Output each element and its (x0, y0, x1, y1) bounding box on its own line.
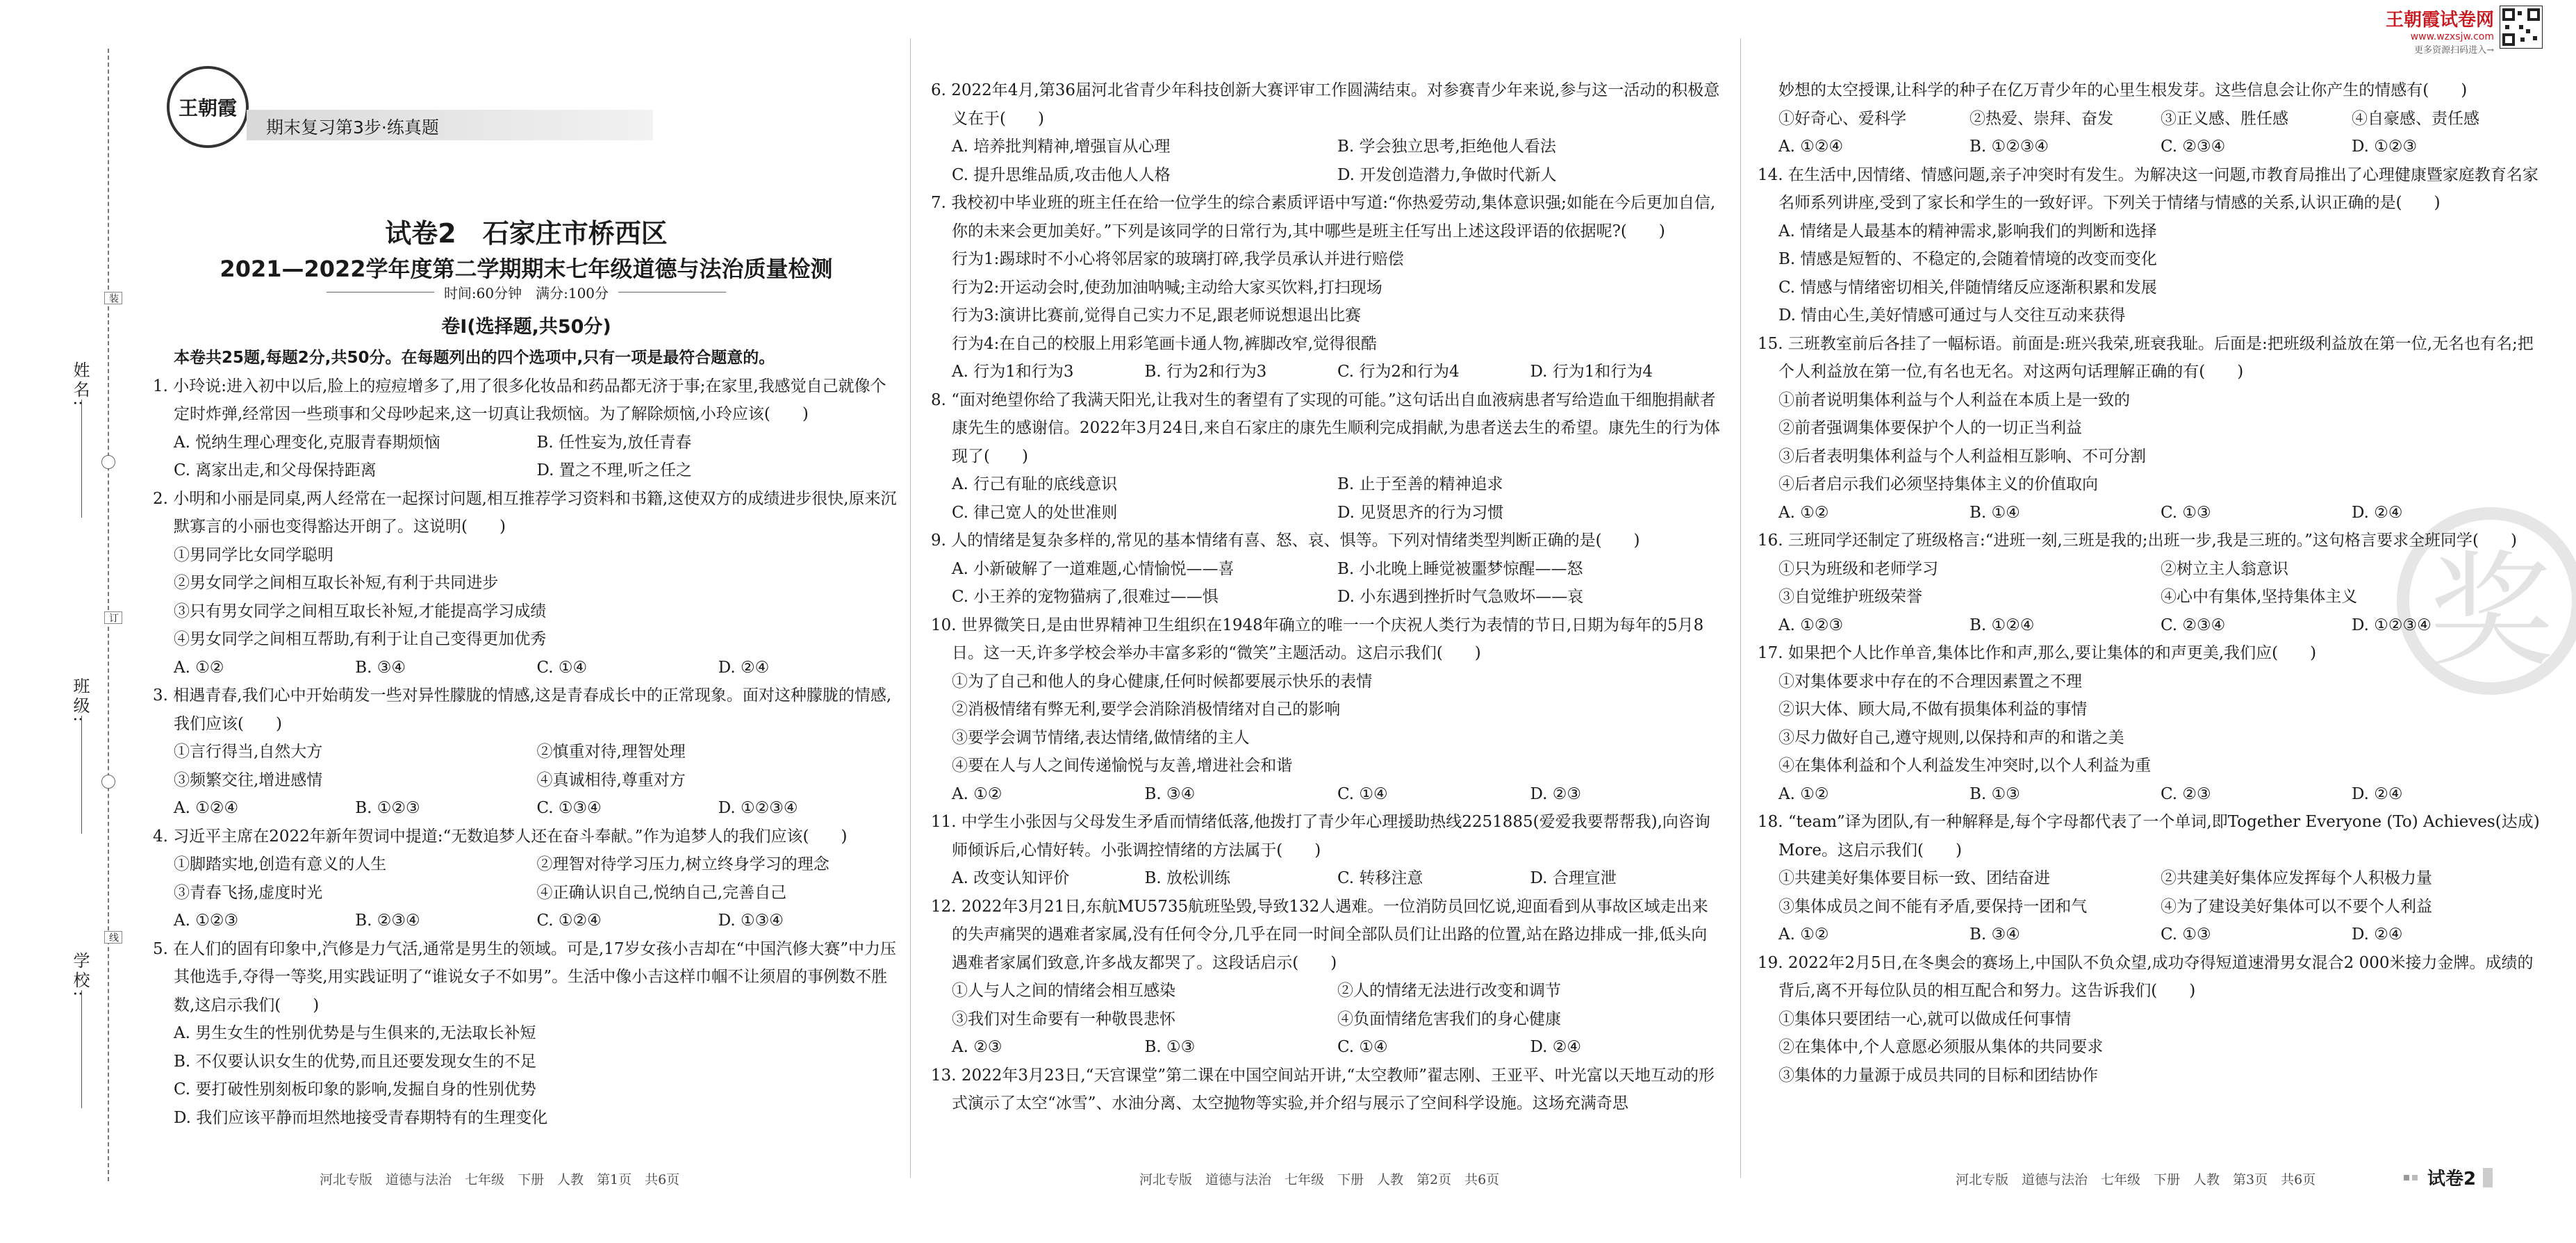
option: D. ②④ (2352, 925, 2403, 944)
class-label: 班级: (70, 677, 90, 725)
tag-dots-icon (2404, 1175, 2409, 1180)
page-2 (931, 0, 1723, 1243)
statement: ③尽力做好自己,遵守规则,以保持和声的和谐之美 (1778, 728, 2124, 747)
bind-mark-xian: 线 (104, 931, 122, 944)
statement: ③集体的力量源于成员共同的目标和团结协作 (1778, 1066, 2098, 1085)
option: D. 置之不理,听之任之 (536, 461, 693, 479)
option: A. ①②③ (1778, 616, 1844, 634)
q9-options (931, 583, 1723, 611)
option: B. ③④ (1144, 784, 1196, 803)
paper-tag-label: 试卷2 (2427, 1169, 2477, 1190)
q1-options (153, 429, 900, 457)
statement: ②男女同学之间相互取长补短,有利于共同进步 (174, 574, 499, 592)
q9-options (931, 555, 1723, 584)
option: D. 开发创造潜力,争做时代新人 (1337, 165, 1557, 184)
option: B. 小北晚上睡觉被噩梦惊醒——怒 (1337, 559, 1583, 578)
statement: ③正义感、胜任感 (2161, 109, 2288, 128)
statement: ②识大体、顾大局,不做有损集体利益的事情 (1778, 700, 2088, 718)
q8-options (931, 499, 1723, 527)
option: D. ②③ (1530, 784, 1581, 803)
option: A. ①② (1778, 503, 1829, 522)
page-1-body (153, 344, 900, 1132)
statement: 行为3:演讲比赛前,觉得自己实力不足,跟老师说想退出比赛 (952, 306, 1362, 324)
name-underline (81, 400, 82, 518)
option: A. ①② (1778, 925, 1829, 944)
statement: 行为1:踢球时不小心将邻居家的玻璃打碎,我学员承认并进行赔偿 (952, 250, 1404, 268)
q16-options (1758, 611, 2543, 640)
brand-slogan: 更多资源扫码进入→ (2414, 45, 2494, 56)
option: A. 改变认知评价 (952, 869, 1070, 887)
page-footer: 河北专版 道德与法治 七年级 下册 人教 第3页 共6页 (1956, 1172, 2316, 1187)
statement: ②热爱、崇拜、奋发 (1970, 109, 2113, 128)
option: D. 行为1和行为4 (1530, 363, 1653, 381)
option: D. 见贤思齐的行为习惯 (1337, 503, 1504, 522)
option: C. ①③ (2161, 925, 2211, 944)
brand-url: www.wzxsjw.com (2410, 31, 2494, 42)
brand-name: 王朝霞试卷网 (2385, 10, 2494, 31)
statement: ④负面情绪危害我们的身心健康 (1337, 1010, 1561, 1028)
q12-options (931, 1033, 1723, 1062)
statement: ②前者强调集体要保护个人的一切正当利益 (1778, 419, 2082, 437)
logo-badge (167, 66, 249, 148)
option: A. 行己有耻的底线意识 (952, 475, 1118, 493)
brand-block (2376, 6, 2494, 56)
statement: ④自豪感、责任感 (2352, 109, 2479, 128)
statement: ②共建美好集体应发挥每个人积极力量 (2161, 869, 2432, 887)
option: A. ①② (952, 784, 1002, 803)
option: D. 小东遇到挫折时气急败坏——哀 (1337, 588, 1584, 606)
tag-bar (2483, 1168, 2493, 1187)
option: B. 止于至善的精神追求 (1337, 475, 1503, 493)
option: C. 要打破性别刻板印象的影响,发掘自身的性别优势 (174, 1080, 536, 1098)
section-note: 本卷共25题,每题2分,共50分。在每题列出的四个选项中,只有一项是最符合题意的。 (174, 349, 775, 367)
question-16: 16. 三班同学还制定了班级格言:“进班一刻,三班是我的;出班一步,我是三班的。”这句格言要求全班同学( ) (1758, 532, 2517, 550)
option: D. ②④ (1530, 1038, 1581, 1056)
statement: ②树立主人翁意识 (2161, 559, 2288, 578)
question-7: 7. 我校初中毕业班的班主任在给一位学生的综合素质评语中写道:“你热爱劳动,集体意识强;如能在今后更加自信,你的未来会更加美好。”下列是该同学的日常行为,其中哪些是班主任写出上述这段评语的依据呢?( ) (931, 194, 1716, 240)
q17-options (1758, 780, 2543, 809)
option: A. 小新破解了一道难题,心情愉悦——喜 (952, 559, 1235, 578)
option: C. 情感与情绪密切相关,伴随情绪反应逐渐积累和发展 (1778, 278, 2157, 297)
statement: ②慎重对待,理智处理 (536, 743, 686, 761)
punch-hole (101, 775, 115, 789)
q4-options (153, 907, 900, 935)
option: A. 培养批判精神,增强盲从心理 (952, 138, 1171, 156)
option: A. ①②④ (174, 799, 239, 817)
q3-statements (153, 738, 900, 766)
q7-options (931, 358, 1723, 386)
option: B. 放松训练 (1144, 869, 1231, 887)
question-14: 14. 在生活中,因情绪、情感问题,亲子冲突时有发生。为解决这一问题,市教育局推出了心理健康暨家庭教育名家名师系列讲座,受到了家长和学生的一致好评。下列关于情绪与情感的关系,认识正确的是( ) (1758, 165, 2538, 212)
page-3-body (1758, 76, 2543, 1089)
statement: ①为了自己和他人的身心健康,任何时候都要展示快乐的表情 (952, 672, 1373, 691)
q13-statements (1758, 105, 2543, 133)
option: A. ①②④ (1778, 138, 1844, 156)
statement: ④真诚相待,尊重对方 (536, 771, 686, 789)
option: B. 情感是短暂的、不稳定的,会随着情境的改变而变化 (1778, 250, 2157, 268)
statement: ③集体成员之间不能有矛盾,要保持一团和气 (1778, 897, 2088, 916)
q4-statements (153, 850, 900, 879)
statement: ③青春飞扬,虚度时光 (174, 883, 323, 902)
q1-options (153, 456, 900, 485)
q13-options (1758, 133, 2543, 161)
bind-mark-zhuang: 装 (104, 292, 122, 304)
statement: ②人的情绪无法进行改变和调节 (1337, 982, 1561, 1000)
option: B. ①②③④ (1970, 138, 2049, 156)
punch-hole (101, 455, 115, 469)
statement: ①好奇心、爱科学 (1778, 109, 1906, 128)
statement: ③只有男女同学之间相互取长补短,才能提高学习成绩 (174, 602, 547, 620)
option: C. ①④ (536, 658, 588, 677)
statement: ③后者表明集体利益与个人利益相互影响、不可分割 (1778, 447, 2146, 466)
option: B. ①④ (1970, 503, 2020, 522)
option: B. ②③④ (355, 912, 420, 930)
question-8: 8. “面对绝望你给了我满天阳光,让我对生的奢望有了实现的可能。”这句话出自血液病患者写给造血干细胞捐献者康先生的感谢信。2022年3月24日,来自石家庄的康先生顺利完成捐献,为患者送去生的希望。康先生的行为体现了( ) (931, 390, 1721, 466)
option: A. 情绪是人最基本的精神需求,影响我们的判断和选择 (1778, 222, 2157, 240)
option: B. 行为2和行为3 (1144, 363, 1267, 381)
option: C. ①②④ (536, 912, 602, 930)
question-3: 3. 相遇青春,我们心中开始萌发一些对异性朦胧的情感,这是青春成长中的正常现象。面对这种朦胧的情感,我们应该( ) (153, 686, 892, 733)
statement: ①人与人之间的情绪会相互感染 (952, 982, 1175, 1000)
option: D. ①③④ (718, 912, 784, 930)
statement: ①脚踏实地,创造有意义的人生 (174, 855, 387, 873)
statement: ②在集体中,个人意愿必须服从集体的共同要求 (1778, 1038, 2104, 1056)
option: A. ①②③ (174, 912, 239, 930)
q12-statements (931, 1005, 1723, 1034)
option: B. ③④ (1970, 925, 2020, 944)
time-row (153, 282, 900, 302)
q10-options (931, 780, 1723, 809)
statement: ①对集体要求中存在的不合理因素置之不理 (1778, 672, 2082, 691)
paper-title: 试卷2 石家庄市桥西区 (385, 218, 668, 249)
question-13-continued: 妙想的太空授课,让科学的种子在亿万青少年的心里生根发芽。这些信息会让你产生的情感有( ) (1778, 81, 2468, 99)
option: C. 转移注意 (1337, 869, 1423, 887)
logo-text: 王朝霞 (178, 97, 237, 120)
option: B. ①②④ (1970, 616, 2035, 634)
option: C. 提升思维品质,攻击他人人格 (952, 165, 1171, 184)
option: D. ①②③ (2352, 138, 2418, 156)
option: D. ②④ (718, 658, 770, 677)
question-2: 2. 小明和小丽是同桌,两人经常在一起探讨问题,相互推荐学习资料和书籍,这使双方的成绩进步很快,原来沉默寡言的小丽也变得豁达开朗了。这说明( ) (153, 489, 897, 536)
option: A. 行为1和行为3 (952, 363, 1074, 381)
option: B. ①③ (1144, 1038, 1196, 1056)
q15-options (1758, 499, 2543, 527)
q12-statements (931, 977, 1723, 1005)
q2-options (153, 654, 900, 682)
option: D. 情由心生,美好情感可通过与人交往互动来获得 (1778, 306, 2126, 324)
question-12: 12. 2022年3月21日,东航MU5735航班坠毁,导致132人遇难。一位消防员回忆说,迎面看到从事故区域走出来的失声痛哭的遇难者家属,没有任何令分,几乎在同一时间全部队员们让出路的位置,站在路边排成一排,低头向遇难者家属们致意,许多战友都哭了。这段话启示( ) (931, 897, 1708, 972)
option: C. 行为2和行为4 (1337, 363, 1460, 381)
option: C. ①④ (1337, 784, 1388, 803)
option: B. ③④ (355, 658, 406, 677)
q6-options (931, 133, 1723, 161)
statement: 行为2:开运动会时,使劲加油呐喊;主动给大家买饮料,打扫现场 (952, 278, 1382, 297)
q18-statements (1758, 893, 2543, 921)
page-1 (153, 0, 900, 1243)
q8-options (931, 470, 1723, 499)
question-6: 6. 2022年4月,第36届河北省青少年科技创新大赛评审工作圆满结束。对参赛青少年来说,参与这一活动的积极意义在于( ) (931, 81, 1720, 128)
option: A. 男生女生的性别优势是与生俱来的,无法取长补短 (174, 1024, 536, 1042)
option: B. 任性妄为,放任青春 (536, 433, 692, 452)
statement: ①言行得当,自然大方 (174, 743, 323, 761)
bind-mark-ding: 订 (104, 611, 122, 624)
paper-subtitle: 2021—2022学年度第二学期期末七年级道德与法治质量检测 (220, 256, 833, 282)
option: C. ②③④ (2161, 138, 2226, 156)
statement: ④在集体利益和个人利益发生冲突时,以个人利益为重 (1778, 757, 2152, 775)
banner-text: 期末复习第3步·练真题 (266, 117, 439, 138)
question-18: 18. “team”译为团队,有一种解释是,每个字母都代表了一个单词,即Together Everyone (To) Achieves(达成) More。这启示我们( ) (1758, 813, 2540, 859)
option: D. ②④ (2352, 784, 2403, 803)
q18-statements (1758, 864, 2543, 893)
option: C. ②③ (2161, 784, 2211, 803)
name-label: 姓名: (70, 361, 90, 409)
question-13: 13. 2022年3月23日,“天宫课堂”第二课在中国空间站开讲,“太空教师”翟志刚、王亚平、叶光富以天地互动的形式演示了太空“冰雪”、水油分离、太空抛物等实验,并介绍与展示了空间科学设施。这场充满奇思 (931, 1066, 1715, 1112)
option: D. ②④ (2352, 503, 2403, 522)
column-divider (1740, 38, 1741, 1178)
q3-options (153, 794, 900, 823)
q3-statements (153, 766, 900, 795)
option: C. ①③④ (536, 799, 602, 817)
option: A. 悦纳生理心理变化,克服青春期烦恼 (174, 433, 440, 452)
statement: ④男女同学之间相互帮助,有利于让自己变得更加优秀 (174, 630, 547, 648)
statement: ②消极情绪有弊无利,要学会消除消极情绪对自己的影响 (952, 700, 1341, 718)
statement: ③频繁交往,增进感情 (174, 771, 323, 789)
question-5: 5. 在人们的固有印象中,汽修是力气活,通常是男生的领域。可是,17岁女孩小吉却在“中国汽修大赛”中力压其他选手,夺得一等奖,用实践证明了“谁说女子不如男”。生活中像小吉这样巾帼不让须眉的事例数不胜数,这启示我们( ) (153, 939, 896, 1014)
time-info: 时间:60分钟 满分:100分 (434, 285, 618, 302)
statement: ④心中有集体,坚持集体主义 (2161, 588, 2358, 606)
option: C. ②③④ (2161, 616, 2226, 634)
option: B. 学会独立思考,拒绝他人看法 (1337, 138, 1556, 156)
option: C. 小王养的宠物猫病了,很难过——惧 (952, 588, 1219, 606)
statement: ④为了建设美好集体可以不要个人利益 (2161, 897, 2432, 916)
option: D. ①②③④ (718, 799, 798, 817)
school-label: 学校: (70, 952, 90, 1000)
option: D. 我们应该平静而坦然地接受青春期特有的生理变化 (174, 1108, 548, 1127)
statement: ④正确认识自己,悦纳自己,完善自己 (536, 883, 787, 902)
class-underline (81, 716, 82, 834)
school-underline (81, 990, 82, 1108)
watermark-char: 奖 (2427, 539, 2553, 684)
page-footer: 河北专版 道德与法治 七年级 下册 人教 第1页 共6页 (320, 1172, 680, 1187)
statement: ①集体只要团结一心,就可以做成任何事情 (1778, 1010, 2072, 1028)
option: C. 律己宽人的处世准则 (952, 503, 1118, 522)
page-2-body (931, 76, 1723, 1118)
option: D. 合理宣泄 (1530, 869, 1617, 887)
q18-options (1758, 921, 2543, 949)
page-3 (1758, 0, 2557, 1243)
option: B. 不仅要认识女生的优势,而且还要发现女生的不足 (174, 1052, 536, 1071)
option: C. 离家出走,和父母保持距离 (174, 461, 377, 479)
option: C. ①③ (2161, 503, 2211, 522)
question-19: 19. 2022年2月5日,在冬奥会的赛场上,中国队不负众望,成功夺得短道速滑男女混合2 000米接力金牌。成绩的背后,离不开每位队员的相互配合和努力。这告诉我们( ) (1758, 953, 2534, 1000)
statement: ①只为班级和老师学习 (1778, 559, 1938, 578)
paper-tag (2404, 1164, 2493, 1190)
option: C. ①④ (1337, 1038, 1388, 1056)
banner (247, 110, 653, 140)
question-11: 11. 中学生小张因与父母发生矛盾而情绪低落,他拨打了青少年心理援助热线2251885(爱爱我要帮帮我),向咨询师倾诉后,心情好转。小张调控情绪的方法属于( ) (931, 813, 1710, 859)
question-4: 4. 习近平主席在2022年新年贺词中提道:“无数追梦人还在奋斗奉献。”作为追梦人的我们应该( ) (153, 827, 848, 846)
statement: ③自觉维护班级荣誉 (1778, 588, 1922, 606)
statement: ①共建美好集体要目标一致、团结奋进 (1778, 869, 2050, 887)
tag-dots-icon (2412, 1175, 2418, 1180)
question-17: 17. 如果把个人比作单音,集体比作和声,那么,要让集体的和声更美,我们应( ) (1758, 644, 2317, 662)
option: A. ①② (174, 658, 224, 677)
section-title: 卷Ⅰ(选择题,共50分) (441, 316, 611, 338)
statement: ③要学会调节情绪,表达情绪,做情绪的主人 (952, 728, 1250, 747)
qr-code-icon[interactable] (2500, 6, 2543, 49)
column-divider (910, 38, 911, 1178)
q6-options (931, 161, 1723, 190)
option: B. ①②③ (355, 799, 420, 817)
q16-statements (1758, 583, 2543, 611)
q11-options (931, 864, 1723, 893)
statement: ②理智对待学习压力,树立终身学习的理念 (536, 855, 829, 873)
option: D. ①②③④ (2352, 616, 2431, 634)
question-9: 9. 人的情绪是复杂多样的,常见的基本情绪有喜、怒、哀、惧等。下列对情绪类型判断正确的是( ) (931, 532, 1640, 550)
question-10: 10. 世界微笑日,是由世界精神卫生组织在1948年确立的唯一一个庆祝人类行为表情的节日,日期为每年的5月8日。这一天,许多学校会举办丰富多彩的“微笑”主题活动。这启示我们( ) (931, 616, 1704, 662)
statement: 行为4:在自己的校服上用彩笔画卡通人物,裤脚改窄,觉得很酷 (952, 334, 1378, 353)
statement: ①前者说明集体利益与个人利益在本质上是一致的 (1778, 390, 2130, 409)
q16-statements (1758, 555, 2543, 584)
question-15: 15. 三班教室前后各挂了一幅标语。前面是:班兴我荣,班衰我耻。后面是:把班级利益放在第一位,无名也有名;把个人利益放在第一位,有名也无名。对这两句话理解正确的有( ) (1758, 334, 2534, 381)
statement: ④后者启示我们必须坚持集体主义的价值取向 (1778, 475, 2098, 493)
page-footer: 河北专版 道德与法治 七年级 下册 人教 第2页 共6页 (1139, 1172, 1500, 1187)
statement: ①男同学比女同学聪明 (174, 545, 333, 564)
statement: ④要在人与人之间传递愉悦与友善,增进社会和谐 (952, 757, 1293, 775)
question-1: 1. 小玲说:进入初中以后,脸上的痘痘增多了,用了很多化妆品和药品都无济于事;在家里,我感觉自己就像个定时炸弹,经常因一些琐事和父母吵起来,这一切真让我烦恼。为了解除烦恼,小玲应该( ) (153, 377, 886, 423)
option: B. ①③ (1970, 784, 2020, 803)
option: A. ①② (1778, 784, 1829, 803)
statement: ③我们对生命要有一种敬畏悲怀 (952, 1010, 1175, 1028)
option: A. ②③ (952, 1038, 1002, 1056)
q4-statements (153, 879, 900, 907)
